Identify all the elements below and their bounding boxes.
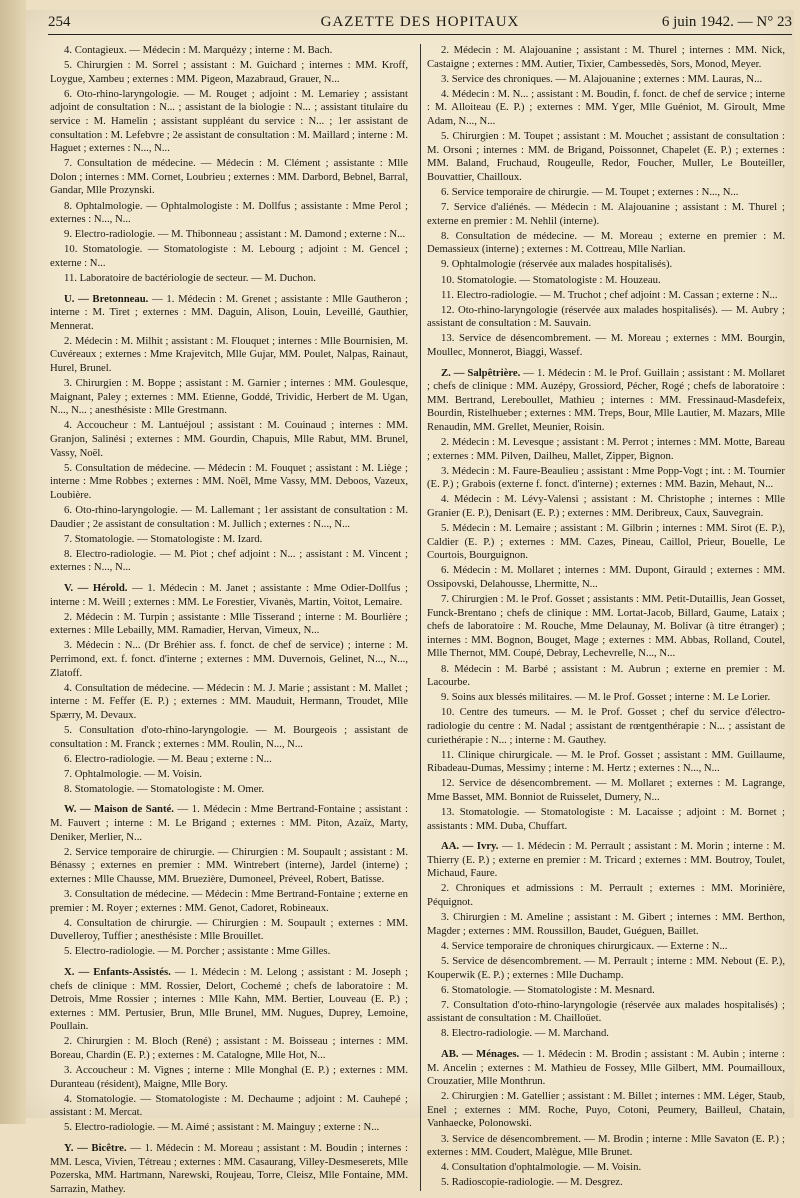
entry-text: 4. Consultation d'ophtalmologie. — M. Voisin. [441, 1161, 642, 1174]
section-heading: AA. — Ivry. [441, 840, 499, 853]
service-entry [50, 157, 408, 198]
service-entry [50, 783, 408, 797]
entry-text: 8. Electro-radiologie. — M. Marchand. [441, 1027, 609, 1040]
service-entry [50, 200, 408, 227]
service-entry [50, 548, 408, 575]
entry-text: 2. Médecin : M. Turpin ; assistante : Mlle Tisserand ; interne : M. Bourlière ; externes : Mlle Lebailly, MM. Ramadier, Hervan, Vimeux, N... [50, 610, 408, 637]
service-entry [427, 777, 785, 804]
entry-text: — 1. Médecin : M. Brodin ; assistant : M. Aubin ; interne : M. Ancelin ; externes : M. Mathieu de Fossey, Mlle Gilbert, MM. Poumailloux, Crouzatier, Mlle Monthrun. [427, 1047, 785, 1088]
service-entry [50, 639, 408, 680]
service-entry [50, 419, 408, 460]
service-entry [427, 882, 785, 909]
entry-text: 10. Stomatologie. — Stomatologiste : M. Lebourg ; adjoint : M. Gencel ; externe : N... [50, 243, 408, 269]
service-entry [50, 917, 408, 944]
service-entry [50, 724, 408, 751]
entry-text: 9. Electro-radiologie. — M. Thibonneau ; assistant : M. Damond ; externe : N... [64, 228, 406, 241]
entry-text: 3. Accoucheur : M. Vignes ; interne : Mlle Monghal (E. P.) ; externes : MM. Duranteau (résident), Maigne, Mlle Bory. [50, 1064, 408, 1090]
entry-text: 7. Ophtalmologie. — M. Voisin. [64, 767, 202, 780]
publication-title: GAZETTE DES HOPITAUX [320, 14, 520, 30]
entry-text: 6. Oto-rhino-laryngologie. — M. Rouget ; adjoint : M. Lemariey ; assistant adjoint de consultation : N... ; assistant de la biologie : N... ; assistant titulaire du service : M. Hamelin ; assistant suppléant du service : N... ; 1er assistant de consultation : M. Lefebvre ; 2e assistant de consultation : M. Maillard ; interne : M. Haguet ; externes : N..., N... [50, 87, 408, 155]
section-heading: Y. — Bicêtre. [64, 1142, 127, 1155]
entry-text: 3. Médecin : N... (Dr Bréhier ass. f. fonct. de chef de service) ; interne : M. Perrimond, ext. f. fonct. d'interne ; externes : MM. Duvernois, Gelinet, N..., N..., Zlatoff. [50, 639, 408, 679]
section-entry [50, 966, 408, 1034]
entry-text: 8. Ophtalmologie. — Ophtalmologiste : M. Dollfus ; assistante : Mme Perol ; externes : N..., N... [50, 199, 408, 226]
entry-text: 7. Service d'aliénés. — Médecin : M. Alajouanine ; assistant : M. Thurel ; externe en premier : M. Nehlil (interne). [427, 201, 785, 227]
service-entry [427, 593, 785, 661]
entry-text: 2. Médecin : M. Alajouanine ; assistant : M. Thurel ; internes : MM. Nick, Castaigne ; externes : MM. Autier, Tixier, Cambessedès, Sors, Monod, Meyer. [427, 44, 785, 70]
entry-text: 2. Service temporaire de chirurgie. — Chirurgien : M. Soupault ; assistant : M. Bénassy ; externes en premier : MM. Wintrebert (interne), Jardel (interne) ; externes : Mlle Chausse, MM. Bruezière, Dumoneel, Préveel, Robert, Batisse. [50, 845, 408, 885]
service-entry [50, 335, 408, 376]
entry-text: 2. Médecin : M. Levesque ; assistant : M. Perrot ; internes : MM. Motte, Bareau ; externes : MM. Pilven, Dailheu, Mallet, Zipper, Bignon. [427, 436, 785, 462]
service-entry [427, 522, 785, 563]
service-entry [427, 806, 785, 833]
entry-text: 7. Consultation d'oto-rhino-laryngologie (réservée aux malades hospitalisés) ; assistant de consultation : M. Chailloüet. [427, 998, 785, 1025]
entry-text: 8. Stomatologie. — Stomatologiste : M. Omer. [64, 782, 265, 795]
service-entry [50, 377, 408, 418]
page-header [48, 14, 792, 35]
service-entry [427, 289, 785, 303]
entry-text: 5. Consultation de médecine. — Médecin : M. Fouquet ; assistant : M. Liège ; interne : Mme Robbes ; externes : MM. Noël, Mme Vassy, MM. Deboos, Vazeux, Loubière. [50, 461, 408, 501]
entry-text: 2. Chirurgien : M. Gatellier ; assistant : M. Billet ; internes : MM. Léger, Staub, Enel ; externes : MM. Roche, Puyo, Cotoni, Peumery, Bailleul, Chatain, Vanhaecke, Polonowski. [427, 1090, 785, 1130]
service-entry [50, 44, 408, 58]
entry-text: — 1. Médecin : M. Grenet ; assistante : Mlle Gautheron ; interne : M. Tiret ; externes : MM. Daguin, Alison, Louin, Leveillé, Gauthier, Mennerat. [50, 292, 408, 332]
service-entry [427, 73, 785, 87]
service-entry [427, 186, 785, 200]
entry-text: 5. Electro-radiologie. — M. Aimé ; assistant : M. Mainguy ; externe : N... [64, 1121, 380, 1134]
service-entry [427, 304, 785, 331]
entry-text: 6. Electro-radiologie. — M. Beau ; externe : N... [64, 752, 272, 765]
service-entry [427, 911, 785, 938]
left-column [50, 44, 408, 1198]
entry-text: 3. Service des chroniques. — M. Alajouanine ; externes : MM. Lauras, N... [441, 72, 763, 85]
entry-text: 5. Electro-radiologie. — M. Porcher ; assistante : Mme Gilles. [64, 945, 331, 958]
service-entry [50, 272, 408, 286]
entry-text: 4. Médecin : M. Lévy-Valensi ; assistant : M. Christophe ; internes : Mlle Granier (E. P.), Denisart (E. P.) ; externes : MM. Deribreux, Caux, Sauvegrain. [427, 493, 785, 519]
entry-text: 4. Médecin : M. N... ; assistant : M. Boudin, f. fonct. de chef de service ; interne : M. Alloiteau (E. P.) ; externes : MM. Yger, Mlle Guéniot, M. Giroult, Mme Adam, N..., N... [427, 87, 785, 127]
service-entry [427, 1090, 785, 1131]
section-entry [427, 1048, 785, 1089]
entry-text: 8. Médecin : M. Barbé ; assistant : M. Aubrun ; externe en premier : M. Lacourbe. [427, 662, 785, 689]
entry-text: — 1. Médecin : M. Perrault ; assistant : M. Morin ; interne : M. Thierry (E. P.) ; externe en premier : M. Tricard ; externes : MM. Boutroy, Toulet, Michaud, Faure. [427, 840, 785, 880]
entry-text: 4. Consultation de chirurgie. — Chirurgien : M. Soupault ; externes : MM. Duvelleroy, Tuffier ; anesthésiste : Mlle Brouillet. [50, 916, 408, 943]
entry-text: — 1. Médecin : M. Janet ; assistante : Mme Odier-Dollfus ; interne : M. Weill ; externes : MM. Le Forestier, Vivanès, Martin, Voitot, Lemaire. [50, 581, 408, 608]
service-entry [427, 274, 785, 288]
service-entry [50, 88, 408, 156]
service-entry [427, 436, 785, 463]
entry-text: 12. Service de désencombrement. — M. Mollaret ; externes : M. Lagrange, Mme Basset, MM. Bonniot de Ruisselet, Dumery, N... [427, 777, 785, 803]
service-entry [427, 201, 785, 228]
entry-text: 3. Médecin : M. Faure-Beaulieu ; assistant : Mme Popp-Vogt ; int. : M. Tournier (E. P.) ; Grabois (externe f. fonct. d'interne) ; externes : MM. Bazin, Mehaut, N... [427, 464, 785, 491]
entry-text: 5. Service de désencombrement. — M. Perrault ; interne : MM. Nebout (E. P.), Kouperwik (E. P.) ; externes : Mlle Duchamp. [427, 954, 785, 981]
entry-text: 7. Chirurgien : M. le Prof. Gosset ; assistants : MM. Petit-Dutaillis, Jean Gosset, Funck-Brentano ; chefs de clinique : MM. Lortat-Jacob, Billard, Gaume, Lataix ; chefs de laboratoire : M. Rouche, Mme Delaunay, M. Bolivar (à titre étranger) ; internes : MM. Bognon, Bouget, Mage ; externes : MM. Abbas, Rolland, Coutel, Mlle Thernot, MM. Coupé, Debray, Lechevrelle, N..., N... [427, 593, 785, 660]
service-entry [50, 1064, 408, 1091]
service-entry [427, 493, 785, 520]
entry-text: 8. Electro-radiologie. — M. Piot ; chef adjoint : N... ; assistant : M. Vincent ; externes : N..., N... [50, 547, 408, 574]
service-entry [427, 258, 785, 272]
section-entry [50, 293, 408, 334]
entry-text: 3. Consultation de médecine. — Médecin : Mme Bertrand-Fontaine ; externe en premier : M. Royer ; externes : MM. Genot, Cadoret, Robineaux. [50, 887, 408, 914]
service-entry [427, 44, 785, 71]
service-entry [427, 230, 785, 257]
entry-text: — 1. Médecin : Mme Bertrand-Fontaine ; assistant : M. Fauvert ; interne : M. Le Brigand ; externes : MM. Piton, Azaïz, Marty, Deniker, Merlier, N... [50, 803, 408, 843]
entry-text: 5. Radioscopie-radiologie. — M. Desgrez. [441, 1176, 623, 1189]
entry-text: 13. Service de désencombrement. — M. Moreau ; externes : MM. Bourgin, Moullec, Monnerot, Biaggi, Wassef. [427, 332, 785, 358]
service-entry [427, 332, 785, 359]
entry-text: 11. Electro-radiologie. — M. Truchot ; chef adjoint : M. Cassan ; externe : N... [441, 288, 778, 301]
service-entry [427, 130, 785, 184]
entry-text: 6. Oto-rhino-laryngologie. — M. Lallemant ; 1er assistant de consultation : M. Daudier ; 2e assistant de consultation : M. Jullich ; externes : N..., N... [50, 504, 408, 530]
service-entry [427, 1027, 785, 1041]
service-entry [427, 465, 785, 492]
right-column [420, 44, 785, 1191]
entry-text: 11. Laboratoire de bactériologie de secteur. — M. Duchon. [64, 272, 316, 284]
entry-text: 2. Chirurgien : M. Bloch (René) ; assistant : M. Boisseau ; internes : MM. Boreau, Chardin (E. P.) ; externes : M. Catalogne, Mlle Hot, N... [50, 1035, 408, 1061]
entry-text: 2. Chroniques et admissions : M. Perrault ; externes : MM. Morinière, Péquignot. [427, 882, 785, 909]
entry-text: 9. Soins aux blessés militaires. — M. le Prof. Gosset ; interne : M. Le Lorier. [441, 691, 771, 704]
service-entry [50, 243, 408, 270]
section-entry [50, 582, 408, 609]
entry-text: 5. Médecin : M. Lemaire ; assistant : M. Gilbrin ; internes : MM. Sirot (E. P.), Caldier (E. P.) ; externes : MM. Cazes, Pineau, Caillol, Prieur, Bouelle, Le Courtois, Bourguignon. [427, 522, 785, 562]
service-entry [427, 663, 785, 690]
entry-text: 3. Service de désencombrement. — M. Brodin ; interne : Mlle Savaton (E. P.) ; externes : MM. Coudert, Malègue, Mlle Brunet. [427, 1132, 785, 1159]
section-heading: W. — Maison de Santé. [64, 803, 174, 816]
section-entry [427, 840, 785, 881]
service-entry [50, 1093, 408, 1120]
entry-text: 5. Chirurgien : M. Sorrel ; assistant : M. Guichard ; internes : MM. Kroff, Loygue, Xambeu ; externes : MM. Pigeon, Mazabraud, Grauer, N... [50, 59, 408, 85]
section-heading: V. — Hérold. [64, 581, 128, 594]
service-entry [50, 846, 408, 887]
entry-text: 9. Ophtalmologie (réservée aux malades hospitalisés). [441, 258, 673, 271]
service-entry [427, 564, 785, 591]
entry-text: 8. Consultation de médecine. — M. Moreau ; externe en premier : M. Demassieux (interne) ; externes : M. Cottreau, Mlle Narlian. [427, 229, 785, 256]
entry-text: 7. Consultation de médecine. — Médecin : M. Clément ; assistante : Mlle Dolon ; internes : MM. Cornet, Loubrieu ; externes : MM. Darbord, Bebnel, Barral, Gandar, Mlle Prozynski. [50, 157, 408, 197]
service-entry [50, 768, 408, 782]
entry-text: 4. Consultation de médecine. — Médecin : M. J. Marie ; assistant : M. Mallet ; interne : M. Feffer (E. P.) ; externes : MM. Mauduit, Hermann, Troudet, Mlle Spærry, M. Devaux. [50, 681, 408, 721]
issue-date: 6 juin 1942. — N° 23 [661, 14, 792, 30]
service-entry [50, 462, 408, 503]
section-heading: U. — Bretonneau. [64, 292, 149, 305]
entry-text: 4. Accoucheur : M. Lantuéjoul ; assistant : M. Couinaud ; internes : MM. Granjon, Salinési ; externes : MM. Gourdin, Chapuis, Mlle Rabut, MM. Brunel, Vassy, Noël. [50, 419, 408, 459]
service-entry [50, 59, 408, 86]
service-entry [50, 1121, 408, 1135]
entry-text: 3. Chirurgien : M. Ameline ; assistant : M. Gibert ; internes : MM. Berthon, Magder ; externes : MM. Roussillon, Baudet, Guéguen, Baillet. [427, 911, 785, 937]
service-entry [50, 1035, 408, 1062]
service-entry [427, 999, 785, 1026]
service-entry [50, 504, 408, 531]
entry-text: — 1. Médecin : M. Moreau ; assistant : M. Boudin ; internes : MM. Lesca, Vivien, Tétreau ; externes : MM. Casaurang, Villey-Desmeserets, Mlle Pozerska, MM. Hartmann, Narewski, Roujeau, Torre, Cleisz, Mlle Fontaine, MM. Sarrazin, Mathey. [50, 1142, 408, 1195]
entry-text: 5. Consultation d'oto-rhino-laryngologie. — M. Bourgeois ; assistant de consultation : M. Franck ; externes : MM. Roulin, N..., N... [50, 723, 408, 750]
service-entry [50, 682, 408, 723]
entry-text: 4. Service temporaire de chroniques chirurgicaux. — Externe : N... [441, 939, 728, 952]
service-entry [427, 984, 785, 998]
page-number: 254 [48, 14, 71, 30]
entry-text: 3. Chirurgien : M. Boppe ; assistant : M. Garnier ; internes : MM. Goulesque, Maignant, Paley ; externes : MM. Etienne, Goddé, Trividic, Herbert de M. Ugan, N..., N... ; anesthésiste : Mlle Grestmann. [50, 377, 408, 417]
entry-text: 7. Stomatologie. — Stomatologiste : M. Izard. [64, 532, 263, 545]
entry-text: 11. Clinique chirurgicale. — M. le Prof. Gosset ; assistant : MM. Guillaume, Ribadeau-Dumas, Messimy ; interne : M. Hertz ; externes : N..., N... [427, 748, 785, 775]
section-heading: AB. — Ménages. [441, 1047, 520, 1060]
binding-gutter [0, 0, 26, 1124]
entry-text: 6. Médecin : M. Mollaret ; internes : MM. Dupont, Girauld ; externes : MM. Ossipovski, Delahousse, Lhermitte, N... [427, 564, 785, 590]
entry-text: 4. Contagieux. — Médecin : M. Marquézy ; interne : M. Bach. [64, 44, 333, 56]
service-entry [50, 228, 408, 242]
service-entry [427, 940, 785, 954]
entry-text: 12. Oto-rhino-laryngologie (réservée aux malades hospitalisés). — M. Aubry ; assistant de consultation : M. Sauvain. [427, 303, 785, 330]
service-entry [50, 945, 408, 959]
service-entry [50, 533, 408, 547]
section-entry [427, 367, 785, 435]
section-entry [50, 1142, 408, 1196]
entry-text: 6. Service temporaire de chirurgie. — M. Toupet ; externes : N..., N... [441, 185, 739, 198]
service-entry [427, 1161, 785, 1175]
service-entry [427, 1176, 785, 1190]
section-entry [50, 803, 408, 844]
service-entry [427, 1133, 785, 1160]
service-entry [427, 706, 785, 747]
entry-text: 4. Stomatologie. — Stomatologiste : M. Dechaume ; adjoint : M. Cauhepé ; assistant : M. Mercat. [50, 1092, 408, 1119]
service-entry [427, 691, 785, 705]
service-entry [427, 88, 785, 129]
service-entry [427, 955, 785, 982]
entry-text: 5. Chirurgien : M. Toupet ; assistant : M. Mouchet ; assistant de consultation : M. Orsoni ; internes : MM. de Brigand, Poissonnet, Chapelet (E. P.) ; externes : MM. Baland, Fruchaud, Rougeulle, Redor, Foucher, Muller, Le Bouteiller, Bouvattier, Chailloux. [427, 130, 785, 183]
service-entry [427, 749, 785, 776]
service-entry [50, 611, 408, 638]
service-entry [50, 753, 408, 767]
section-heading: X. — Enfants-Assistés. [64, 965, 171, 978]
entry-text: 2. Médecin : M. Milhit ; assistant : M. Flouquet ; internes : Mlle Bournisien, M. Cuvéreaux ; externes : Mme Krajevitch, Mlle Gujar, MM. Poulet, Nalpas, Rainaut, Hurel, Brunel. [50, 334, 408, 375]
entry-text: 10. Centre des tumeurs. — M. le Prof. Gosset ; chef du service d'électro-radiologie du centre : M. Nadal ; assistant de rœntgenthérapie : N... ; assistant de curiethérapie : N... ; interne : M. Gauthey. [427, 706, 785, 746]
service-entry [50, 888, 408, 915]
section-heading: Z. — Salpêtrière. [441, 366, 521, 379]
entry-text: 13. Stomatologie. — Stomatologiste : M. Lacaisse ; adjoint : M. Bornet ; assistants : MM. Duba, Chuffart. [427, 805, 785, 832]
entry-text: — 1. Médecin : M. le Prof. Guillain ; assistant : M. Mollaret ; chefs de clinique : MM. Auzépy, Grossiord, Pécher, Rogé ; chefs de laboratoire : MM. Bertrand, Lereboullet, Mathieu ; internes : MM. Fressinaud-Masdefeix, Bourdin, Ristelhueber ; externes : MM. Treps, Bour, Mlle Lautier, M. Mazars, Mlle Renaudin, MM. Grellet, Meunier, Roisin. [427, 366, 786, 433]
entry-text: — 1. Médecin : M. Lelong ; assistant : M. Joseph ; chefs de clinique : MM. Rossier, Delort, Cochemé ; chefs de laboratoire : M. Detrois, Mme Rossier ; internes : Mlle Kahn, MM. Bertier, Louveau (E. P.) ; externes : MM. Pertusier, Brun, Mlle Brunel, MM. Nugues, Duprey, Lemoine, Poullain. [50, 965, 408, 1033]
entry-text: 10. Stomatologie. — Stomatologiste : M. Houzeau. [441, 273, 661, 286]
entry-text: 6. Stomatologie. — Stomatologiste : M. Mesnard. [441, 983, 655, 996]
